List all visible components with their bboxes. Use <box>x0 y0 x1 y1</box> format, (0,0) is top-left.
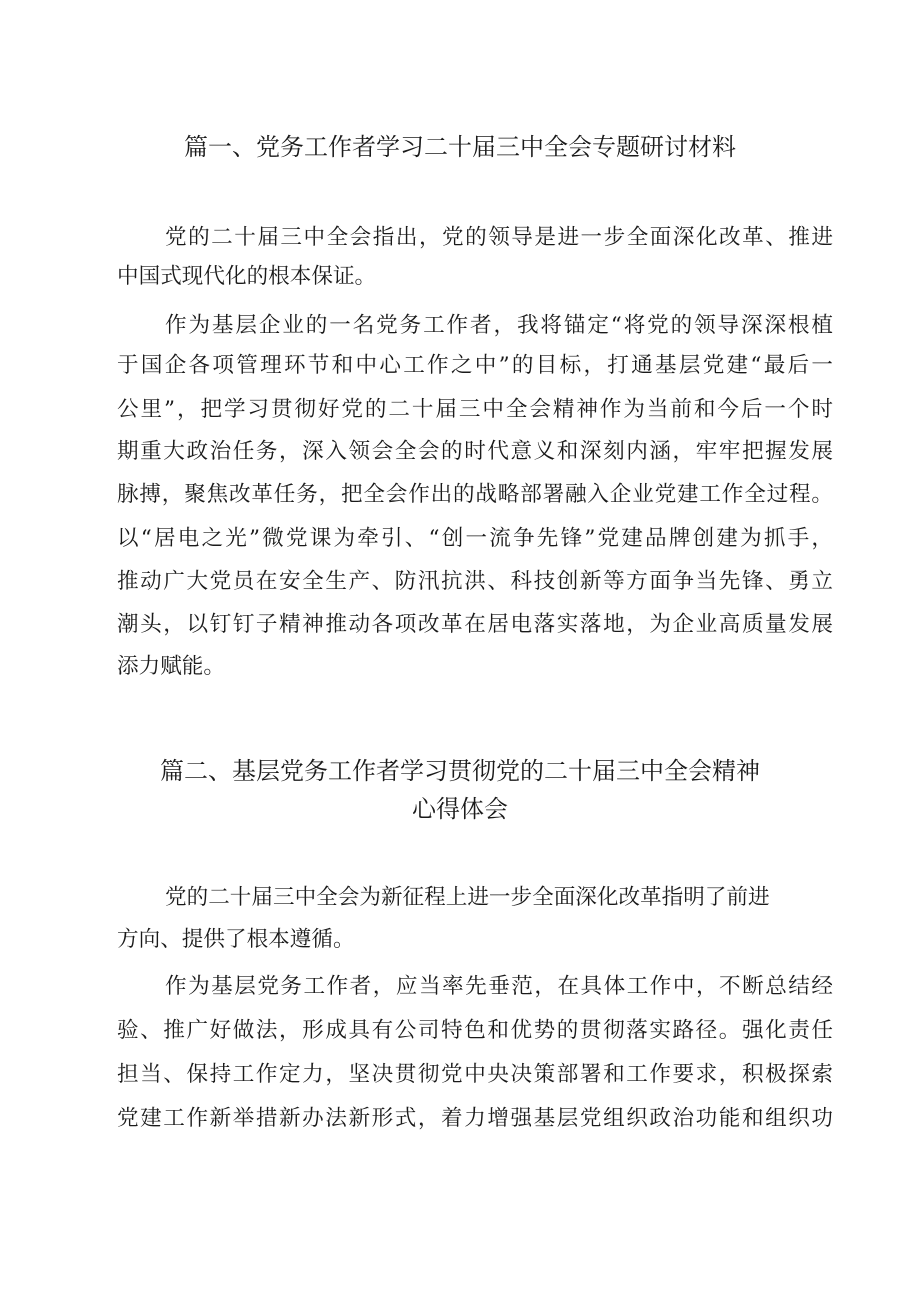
section1-line: 于国企各项管理环节和中心工作之中”的目标，打通基层党建“最后一 <box>117 353 833 378</box>
section1-line: 中国式现代化的根本保证。 <box>117 264 377 289</box>
section1-line: 以“居电之光”微党课为牵引、“创一流争先锋”党建品牌创建为抓手， <box>117 526 833 551</box>
section2-line: 作为基层党务工作者，应当率先垂范，在具体工作中，不断总结经 <box>165 974 833 999</box>
section2-line: 验、推广好做法，形成具有公司特色和优势的贯彻落实路径。强化责任 <box>117 1018 833 1043</box>
section2-line: 党建工作新举措新办法新形式，着力增强基层党组织政治功能和组织功 <box>117 1106 833 1131</box>
section2-title <box>0 752 920 828</box>
section1-line: 潮头，以钉钉子精神推动各项改革在居电落实落地，为企业高质量发展 <box>117 612 833 637</box>
section1-line: 作为基层企业的一名党务工作者，我将锚定“将党的领导深深根植 <box>165 313 833 338</box>
section2-line: 担当、保持工作定力，坚决贯彻党中央决策部署和工作要求，积极探索 <box>117 1062 833 1087</box>
section1-line: 脉搏，聚焦改革任务，把全会作出的战略部署融入企业党建工作全过程。 <box>117 482 833 507</box>
section1-line: 推动广大党员在安全生产、防汛抗洪、科技创新等方面争当先锋、勇立 <box>117 569 833 594</box>
section2-title-line1: 篇二、基层党务工作者学习贯彻党的二十届三中全会精神 <box>160 757 760 785</box>
section2-title-line2: 心得体会 <box>412 795 508 823</box>
section1-line: 期重大政治任务，深入领会全会的时代意义和深刻内涵，牢牢把握发展 <box>117 439 833 464</box>
section1-title: 篇一、党务工作者学习二十届三中全会专题研讨材料 <box>184 133 736 161</box>
section2-line: 方向、提供了根本遵循。 <box>117 927 355 952</box>
section1-line: 添力赋能。 <box>117 654 225 679</box>
section1-line: 党的二十届三中全会指出，党的领导是进一步全面深化改革、推进 <box>165 225 833 250</box>
section2-line: 党的二十届三中全会为新征程上进一步全面深化改革指明了前进 <box>165 885 770 910</box>
section1-line: 公里”，把学习贯彻好党的二十届三中全会精神作为当前和今后一个时 <box>117 397 833 422</box>
